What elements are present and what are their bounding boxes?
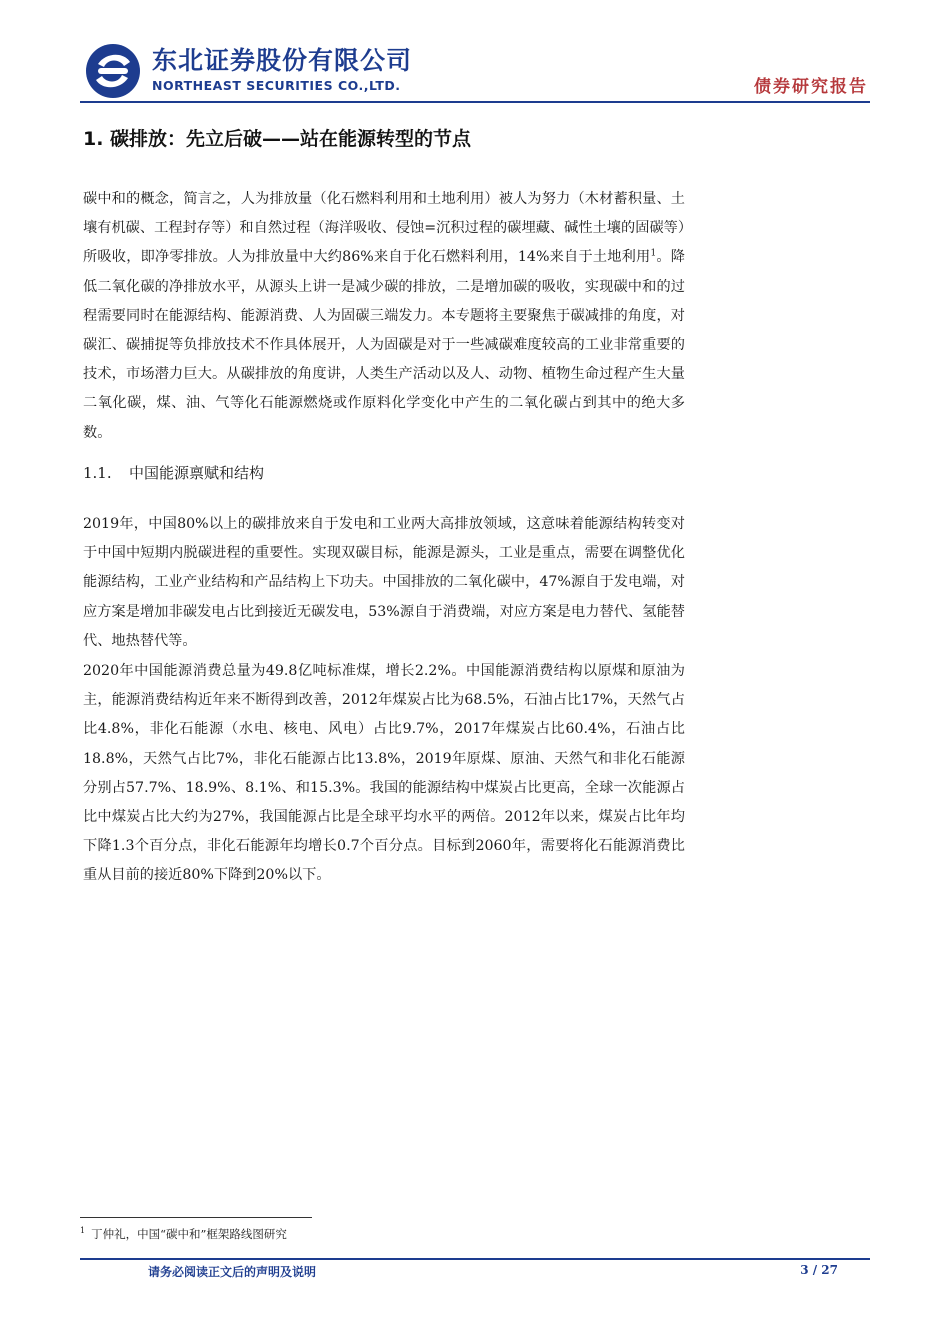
footnote-text: 丁仲礼，中国“碳中和”框架路线图研究 <box>91 1227 287 1241</box>
footnote <box>80 1226 287 1242</box>
subsection-number: 1.1. <box>83 464 112 482</box>
paragraph-intro <box>83 185 685 448</box>
subsection-heading <box>83 462 264 483</box>
company-name-cn: 东北证券股份有限公司 <box>152 46 413 75</box>
paragraph-energy-structure: 2020年中国能源消费总量为49.8亿吨标准煤，增长2.2%。中国能源消费结构以原煤和原油为主，能源消费结构近年来不断得到改善，2012年煤炭占比为68.5%，石油占比17%，天然气占比4.8%，非化石能源（水电、核电、风电）占比9.7%，2017年煤炭占比60.4%，石油占比18.8%，天然气占比7%，非化石能源占比13.8%，2019年原煤、原油、天然气和非化石能源分别占57.7%、18.9%、8.1%、和15.3%。我国的能源结构中煤炭占比更高，全球一次能源占比中煤炭占比大约为27%，我国能源占比是全球平均水平的两倍。2012年以来，煤炭占比年均下降1.3个百分点，非化石能源年均增长0.7个百分点。目标到2060年，需要将化石能源消费比重从目前的接近80%下降到20%以下。 <box>83 663 685 884</box>
company-name <box>152 47 412 93</box>
paragraph-intro-part-b: 。降低二氧化碳的净排放水平，从源头上讲一是减少碳的排放，二是增加碳的吸收，实现碳中和的过程需要同时在能源结构、能源消费、人为固碳三端发力。本专题将主要聚焦于碳减排的角度，对碳汇、碳捕捉等负排放技术不作具体展开，人为固碳是对于一些减碳难度较高的工业非常重要的技术，市场潜力巨大。从碳排放的角度讲，人类生产活动以及人、动物、植物生命过程产生大量二氧化碳，煤、油、气等化石能源燃烧或作原料化学变化中产生的二氧化碳占到其中的绝大多数。 <box>83 249 685 441</box>
subsection-title: 中国能源禀赋和结构 <box>129 464 265 482</box>
company-name-en: NORTHEAST SECURITIES CO.,LTD. <box>152 78 401 93</box>
report-type: 债券研究报告 <box>754 77 868 97</box>
footer-divider <box>80 1258 870 1260</box>
company-logo-icon <box>84 42 142 100</box>
page-number: 3 / 27 <box>800 1263 838 1277</box>
paragraph-intro-part-a: 碳中和的概念，简言之，人为排放量（化石燃料利用和土地利用）被人为努力（木材蓄积量、土壤有机碳、工程封存等）和自然过程（海洋吸收、侵蚀=沉积过程的碳埋藏、碱性土壤的固碳等）所吸收，即净零排放。人为排放量中大约86%来自于化石燃料利用，14%来自于土地利用 <box>83 191 685 266</box>
footnote-ref: 1 <box>650 248 657 259</box>
footer-disclaimer: 请务必阅读正文后的声明及说明 <box>148 1265 317 1279</box>
paragraph-emissions: 2019年，中国80%以上的碳排放来自于发电和工业两大高排放领域，这意味着能源结构转变对于中国中短期内脱碳进程的重要性。实现双碳目标，能源是源头，工业是重点，需要在调整优化能源结构，工业产业结构和产品结构上下功夫。中国排放的二氧化碳中，47%源自于发电端，对应方案是增加非碳发电占比到接近无碳发电，53%源自于消费端，对应方案是电力替代、氢能替代、地热替代等。 <box>83 516 685 649</box>
header-divider <box>80 101 870 103</box>
section-title: 1. 碳排放：先立后破——站在能源转型的节点 <box>83 128 472 150</box>
footnote-divider <box>80 1217 312 1218</box>
footnote-marker: 1 <box>80 1226 86 1236</box>
